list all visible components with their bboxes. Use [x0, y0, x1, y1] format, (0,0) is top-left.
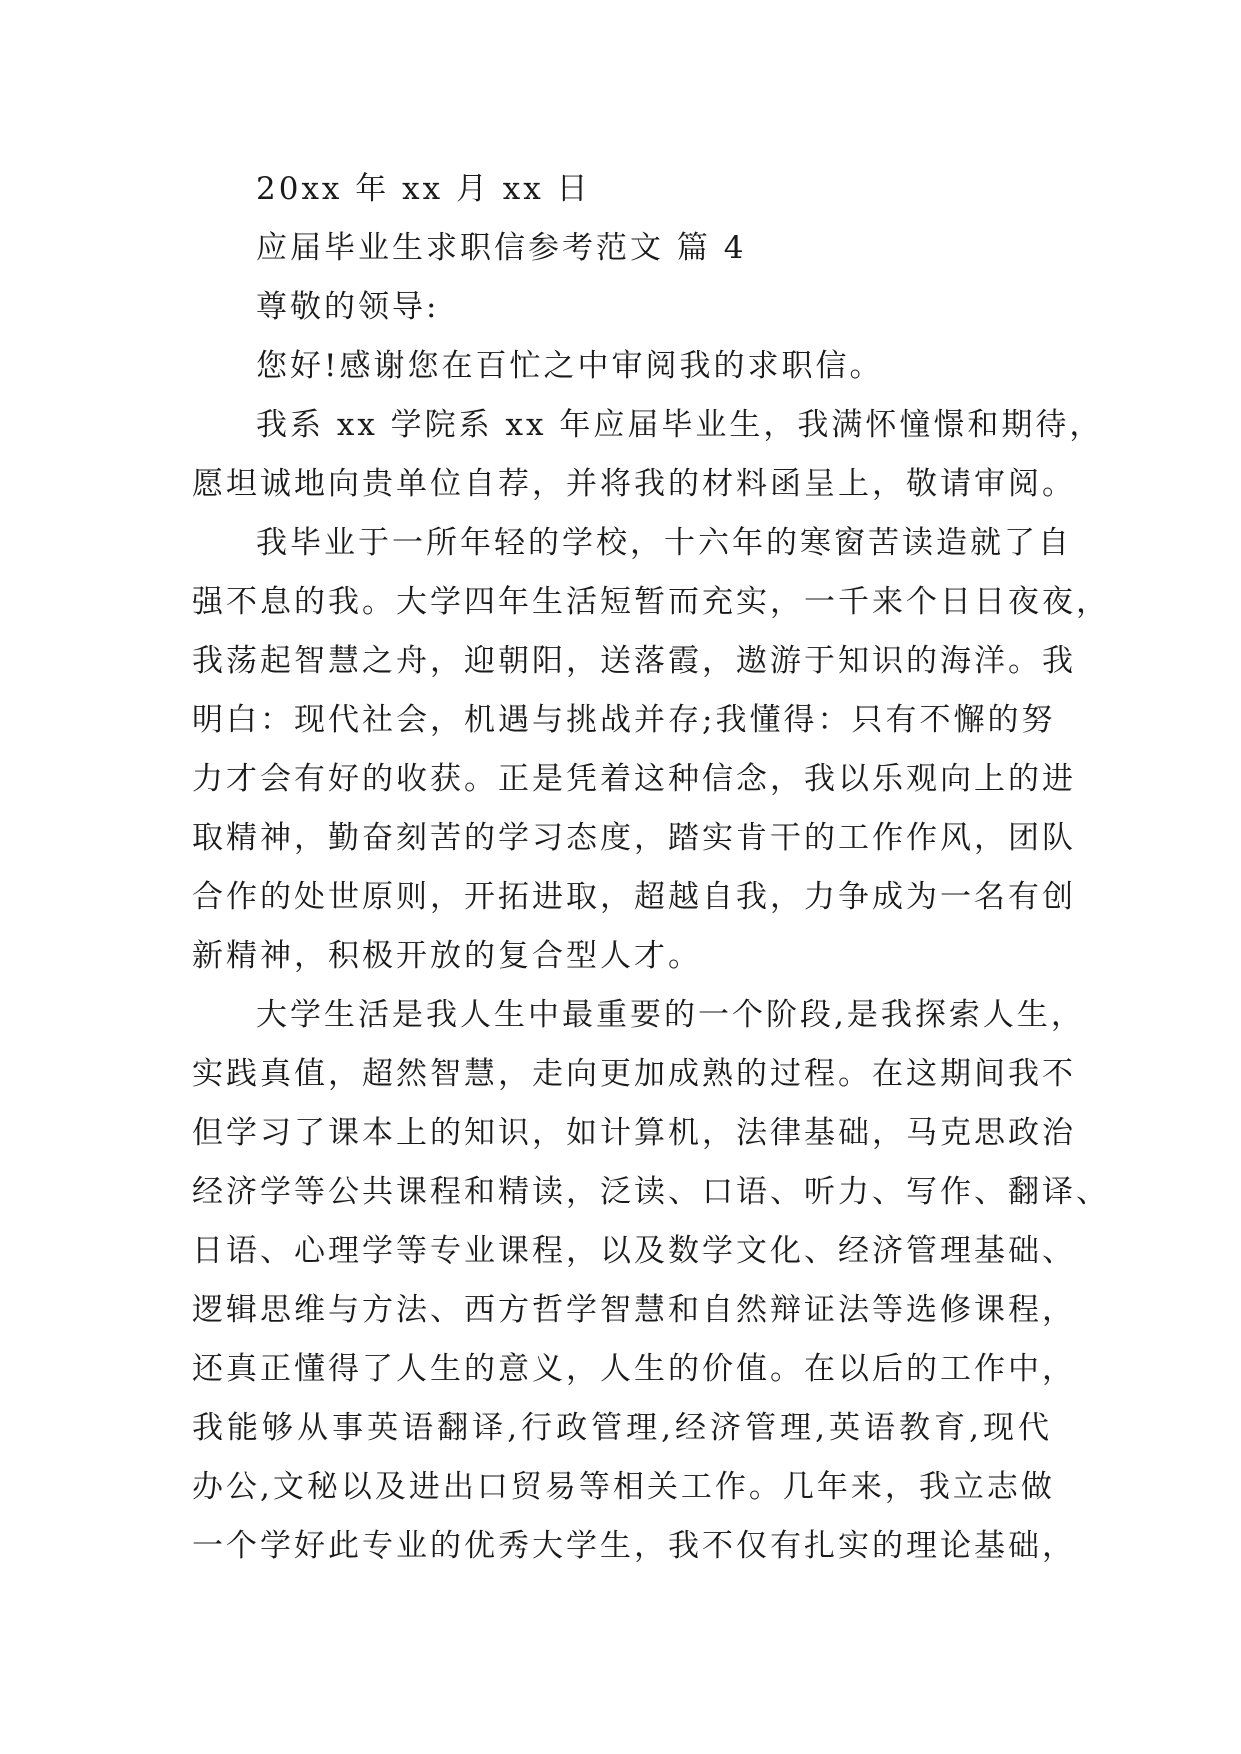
paragraph-line: 还真正懂得了人生的意义，人生的价值。在以后的工作中， [192, 1351, 1076, 1387]
paragraph-line: 逻辑思维与方法、西方哲学智慧和自然辩证法等选修课程， [192, 1292, 1076, 1328]
paragraph-line: 日语、心理学等专业课程，以及数学文化、经济管理基础、 [192, 1233, 1076, 1269]
letter-greeting: 您好!感谢您在百忙之中审阅我的求职信。 [256, 348, 884, 384]
paragraph-line: 但学习了课本上的知识，如计算机，法律基础，马克思政治 [192, 1115, 1076, 1151]
paragraph-line: 我毕业于一所年轻的学校，十六年的寒窗苦读造就了自 [256, 525, 1072, 561]
paragraph-line: 我能够从事英语翻译,行政管理,经济管理,英语教育,现代 [192, 1410, 1052, 1446]
letter-body [192, 160, 1110, 1576]
paragraph-line: 新精神，积极开放的复合型人才。 [192, 938, 702, 974]
paragraph-line: 大学生活是我人生中最重要的一个阶段,是我探索人生， [256, 997, 1085, 1033]
paragraph-line: 经济学等公共课程和精读，泛读、口语、听力、写作、翻译、 [192, 1174, 1110, 1210]
paragraph-2 [192, 514, 1110, 986]
paragraph-line: 明白：现代社会，机遇与挑战并存;我懂得：只有不懈的努 [192, 702, 1056, 738]
paragraph-line: 我荡起智慧之舟，迎朝阳，送落霞，遨游于知识的海洋。我 [192, 643, 1076, 679]
paragraph-line: 我系 xx 学院系 xx 年应届毕业生，我满怀憧憬和期待， [256, 407, 1104, 443]
paragraph-line: 取精神，勤奋刻苦的学习态度，踏实肯干的工作作风，团队 [192, 820, 1076, 856]
paragraph-line: 实践真值，超然智慧，走向更加成熟的过程。在这期间我不 [192, 1056, 1076, 1092]
paragraph-line: 一个学好此专业的优秀大学生，我不仅有扎实的理论基础， [192, 1528, 1076, 1564]
paragraph-line: 愿坦诚地向贵单位自荐，并将我的材料函呈上，敬请审阅。 [192, 466, 1076, 502]
paragraph-line: 强不息的我。大学四年生活短暂而充实，一千来个日日夜夜， [192, 584, 1110, 620]
paragraph-line: 合作的处世原则，开拓进取，超越自我，力争成为一名有创 [192, 879, 1076, 915]
paragraph-line: 办公,文秘以及进出口贸易等相关工作。几年来，我立志做 [192, 1469, 1055, 1505]
paragraph-line: 力才会有好的收获。正是凭着这种信念，我以乐观向上的进 [192, 761, 1076, 797]
letter-heading: 应届毕业生求职信参考范文 篇 4 [256, 230, 747, 266]
letter-date: 20xx 年 xx 月 xx 日 [256, 171, 591, 207]
paragraph-3 [192, 986, 1110, 1576]
paragraph-1 [192, 396, 1104, 514]
letter-salutation: 尊敬的领导: [256, 289, 440, 325]
